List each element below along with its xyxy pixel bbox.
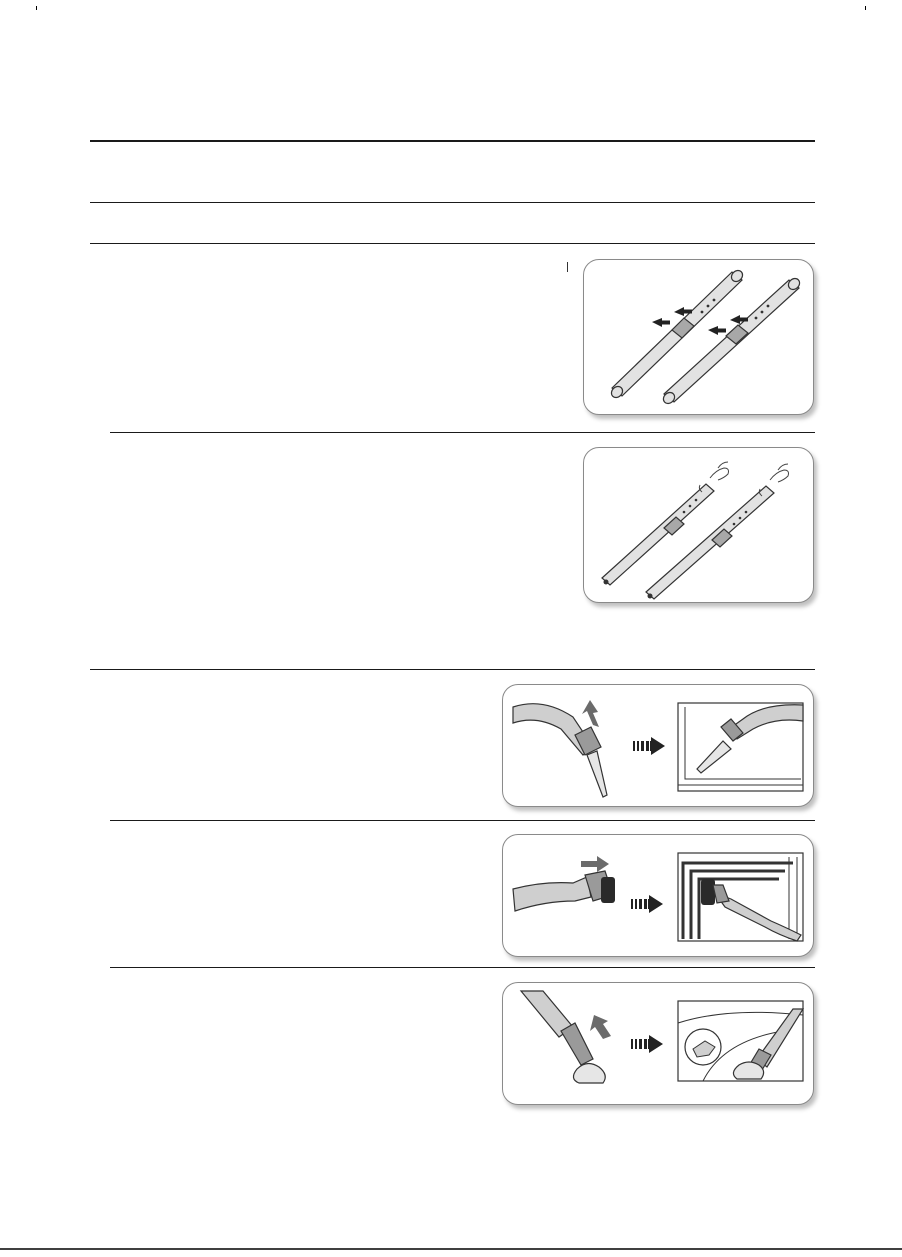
- text-cursor-mark: [567, 262, 568, 272]
- pipe-extend-illustration: [584, 260, 813, 414]
- figure-pipe-knob: [583, 447, 814, 603]
- figure-dusting-brush: [502, 834, 814, 957]
- upholstery-tool-illustration: [503, 983, 813, 1104]
- rule-subheader: [90, 202, 815, 203]
- rule-brush-step2: [110, 820, 815, 821]
- dusting-brush-illustration: [503, 835, 813, 956]
- figure-pipe-extend: [583, 259, 814, 415]
- crop-mark-right: [865, 6, 866, 10]
- rule-pipe-section: [90, 243, 815, 244]
- rule-brush-step3: [110, 967, 815, 968]
- figure-upholstery-tool: [502, 982, 814, 1105]
- crop-mark-left: [36, 6, 37, 10]
- figure-crevice-tool: [502, 684, 814, 807]
- rule-pipe-step2: [110, 432, 815, 433]
- rule-top: [90, 140, 815, 142]
- pipe-knob-illustration: [584, 448, 813, 602]
- page-bottom-rule: [0, 1247, 902, 1257]
- rule-brush-section: [90, 669, 815, 670]
- crevice-tool-illustration: [503, 685, 813, 806]
